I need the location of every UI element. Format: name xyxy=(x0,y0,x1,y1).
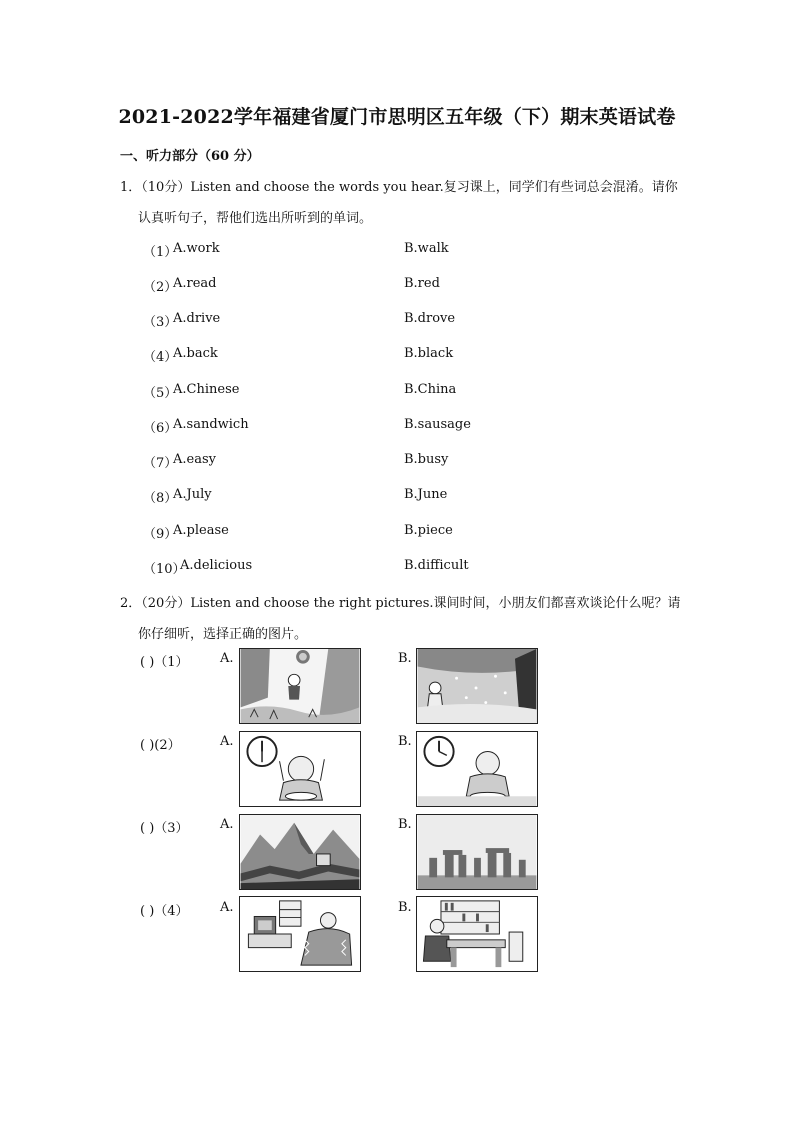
choice-a-label: A. xyxy=(220,734,234,749)
option-a: A.back xyxy=(173,346,218,361)
option-number: （10） xyxy=(143,562,186,577)
option-a: A.easy xyxy=(173,452,216,467)
option-number: （8） xyxy=(143,491,178,506)
choice-a-label: A. xyxy=(220,651,234,666)
option-number: （5） xyxy=(143,386,178,401)
option-b: B.red xyxy=(404,276,440,291)
boy-eating-clock-picture[interactable] xyxy=(239,731,361,807)
option-number: （7） xyxy=(143,456,178,471)
great-wall-mountains-picture[interactable] xyxy=(239,814,361,890)
question-2-line-2: 你仔细听，选择正确的图片。 xyxy=(138,627,308,642)
option-b: B.busy xyxy=(404,452,449,467)
choice-a-label: A. xyxy=(220,900,234,915)
option-b: B.walk xyxy=(404,241,449,256)
option-number: （2） xyxy=(143,280,178,295)
option-b: B.piece xyxy=(404,523,453,538)
boy-eating-illustration xyxy=(240,732,360,806)
choice-a-label: A. xyxy=(220,817,234,832)
choice-b-label: B. xyxy=(398,651,412,666)
option-number: （9） xyxy=(143,527,178,542)
man-reading-library-picture[interactable] xyxy=(416,896,538,972)
option-a: A.sandwich xyxy=(173,417,249,432)
choice-b-label: B. xyxy=(398,734,412,749)
library-reading-illustration xyxy=(417,897,537,971)
spring-scene-illustration xyxy=(240,649,360,723)
option-number: （4） xyxy=(143,350,178,365)
question-1-line-1: 1．（10分）Listen and choose the words you hear.复习课上，同学们有些词总会混淆。请你 xyxy=(120,180,678,195)
option-b: B.June xyxy=(404,487,448,502)
snowy-scene-illustration xyxy=(417,649,537,723)
choice-b-label: B. xyxy=(398,817,412,832)
watching-tv-illustration xyxy=(240,897,360,971)
option-number: （1） xyxy=(143,245,178,260)
boy-breakfast-clock-picture[interactable] xyxy=(416,731,538,807)
option-b: B.black xyxy=(404,346,454,361)
option-a: A.Chinese xyxy=(173,382,240,397)
option-a: A.drive xyxy=(173,311,221,326)
option-a: A.read xyxy=(173,276,217,291)
spring-scene-girl-picture[interactable] xyxy=(239,648,361,724)
stonehenge-illustration xyxy=(417,815,537,889)
choice-b-label: B. xyxy=(398,900,412,915)
answer-blank: ( )(2） xyxy=(140,738,181,753)
question-2-line-1: 2．（20分）Listen and choose the right pictures.课间时间，小朋友们都喜欢谈论什么呢？请 xyxy=(120,596,681,611)
option-number: （6） xyxy=(143,421,178,436)
snowy-scene-girl-picture[interactable] xyxy=(416,648,538,724)
option-number: （3） xyxy=(143,315,178,330)
section-heading-listening: 一、听力部分（60 分） xyxy=(120,149,260,164)
stonehenge-picture[interactable] xyxy=(416,814,538,890)
option-a: A.work xyxy=(173,241,220,256)
option-b: B.China xyxy=(404,382,457,397)
man-watching-tv-picture[interactable] xyxy=(239,896,361,972)
boy-breakfast-illustration xyxy=(417,732,537,806)
page-title: 2021-2022学年福建省厦门市思明区五年级（下）期末英语试卷 xyxy=(118,106,676,128)
option-a: A.delicious xyxy=(180,558,253,573)
answer-blank: ( )（3） xyxy=(140,821,189,836)
option-a: A.July xyxy=(173,487,212,502)
answer-blank: ( )（4） xyxy=(140,904,189,919)
option-b: B.sausage xyxy=(404,417,471,432)
question-1-line-2: 认真听句子，帮他们选出所听到的单词。 xyxy=(138,211,373,226)
option-a: A.please xyxy=(173,523,229,538)
option-b: B.drove xyxy=(404,311,456,326)
great-wall-illustration xyxy=(240,815,360,889)
answer-blank: ( )（1） xyxy=(140,655,189,670)
option-b: B.difficult xyxy=(404,558,469,573)
